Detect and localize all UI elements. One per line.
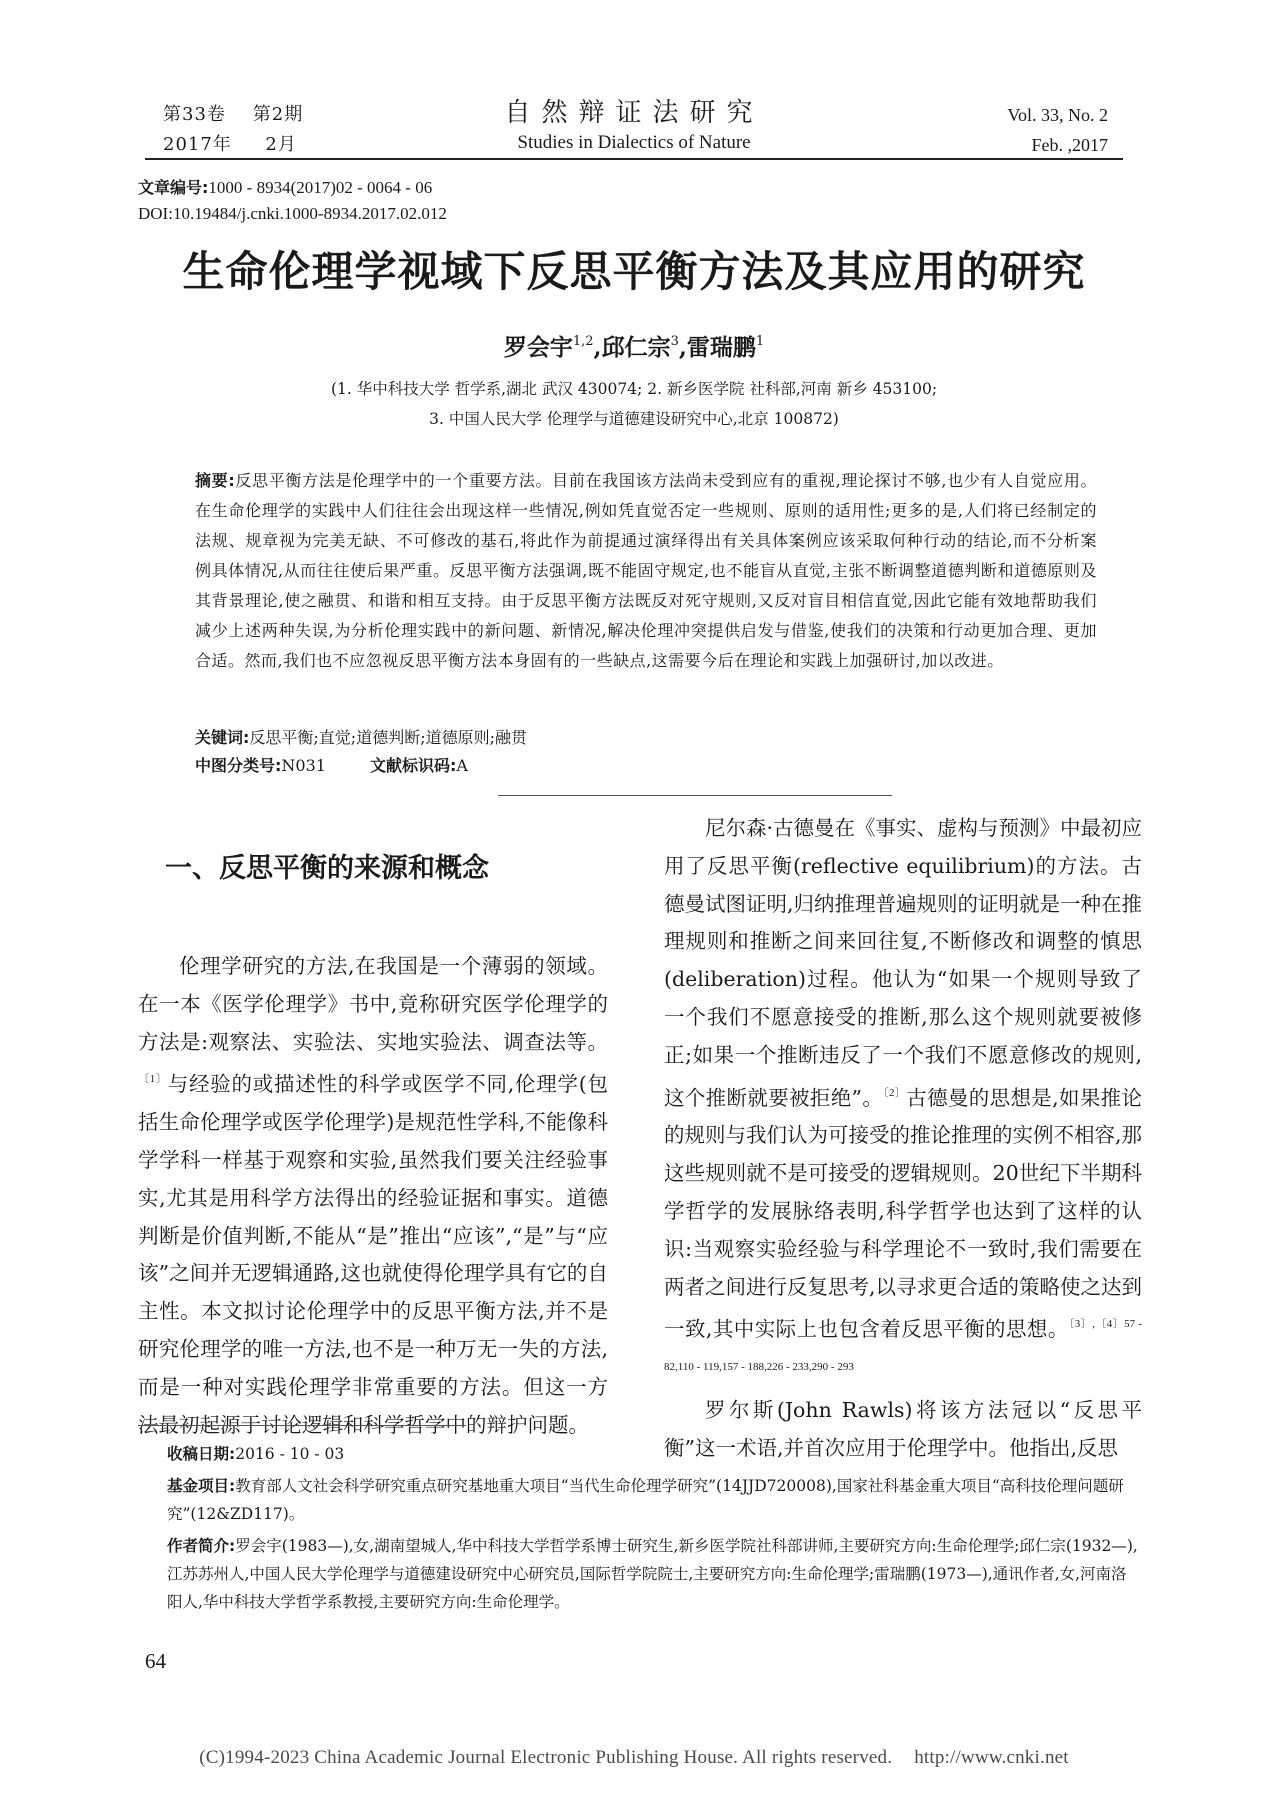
author-affil-mark: 1 bbox=[755, 334, 765, 349]
issue: 第2期 bbox=[252, 104, 304, 125]
author-name: 雷瑞鹏 bbox=[686, 334, 756, 361]
footnotes bbox=[167, 1440, 1142, 1620]
affiliation-line-2: 3. 中国人民大学 伦理学与道德建设研究中心,北京 100872) bbox=[429, 410, 839, 428]
page-number: 64 bbox=[145, 1649, 166, 1673]
date-en: Feb. ,2017 bbox=[1031, 135, 1108, 155]
copyright-text: (C)1994-2023 China Academic Journal Electronic Publishing House. All rights reserved. bbox=[199, 1747, 893, 1768]
volume: 第33卷 bbox=[163, 104, 226, 125]
month: 2月 bbox=[265, 134, 297, 155]
author-name: 邱仁宗 bbox=[601, 334, 671, 361]
citation-ref[interactable]: 〔2〕 bbox=[883, 1086, 907, 1099]
affiliation-line-1: (1. 华中科技大学 哲学系,湖北 武汉 430074; 2. 新乡医学院 社科部,河南 新乡 453100; bbox=[330, 380, 938, 398]
fund-text: 教育部人文社会科学研究重点研究基地重大项目“当代生命伦理学研究”(14JJD720008),国家社科基金重大项目“高科技伦理问题研究”(12&ZD117)。 bbox=[167, 1477, 1124, 1523]
clc-label: 中图分类号: bbox=[195, 756, 282, 775]
received-label: 收稿日期: bbox=[167, 1445, 236, 1463]
author-separator: , bbox=[678, 334, 687, 361]
abstract-label: 摘要: bbox=[195, 471, 236, 490]
author-separator: , bbox=[593, 334, 602, 361]
author-1 bbox=[504, 334, 594, 361]
paper-title: 生命伦理学视域下反思平衡方法及其应用的研究 bbox=[182, 247, 1086, 296]
paragraph-text: 尼尔森·古德曼在《事实、虚构与预测》中最初应用了反思平衡(reflective equilibrium)的方法。古德曼试图证明,归纳推理普遍规则的证明就是一种在推理规则和推断之间来回往复,不断修改和调整的慎思(deliberation)过程。他认为“如果一个规则导致了一个我们不愿意接受的推断,那么这个规则就要被修正;如果一个推断违反了一个我们不愿意修改的规则,这个推断就要被拒绝”。 bbox=[664, 816, 1143, 1110]
article-number-value: 1000 - 8934(2017)02 - 0064 - 06 bbox=[208, 178, 433, 197]
citation-ref[interactable]: 〔1〕 bbox=[138, 1073, 168, 1086]
doc-code-label: 文献标识码: bbox=[369, 756, 457, 775]
abstract-divider bbox=[498, 795, 892, 796]
header-rule bbox=[145, 158, 1123, 160]
article-number-label: 文章编号: bbox=[138, 178, 209, 197]
clc-value: N031 bbox=[281, 756, 326, 775]
footnote-author-bio bbox=[167, 1532, 1142, 1616]
footnote-divider bbox=[138, 1425, 466, 1426]
paragraph-text: 罗尔斯(John Rawls)将该方法冠以“反思平衡”这一术语,并首次应用于伦理学中。他指出,反思 bbox=[664, 1397, 1142, 1460]
journal-title-en: Studies in Dialectics of Nature bbox=[517, 132, 751, 153]
year: 2017年 bbox=[163, 134, 232, 155]
author-list bbox=[0, 326, 1268, 364]
body-column-left bbox=[138, 948, 608, 1444]
fund-label: 基金项目: bbox=[167, 1477, 236, 1495]
abstract-text: 反思平衡方法是伦理学中的一个重要方法。目前在我国该方法尚未受到应有的重视,理论探讨不够,也少有人自觉应用。在生命伦理学的实践中人们往往会出现这样一些情况,例如凭直觉否定一些规则、原则的适用性;更多的是,人们将已经制定的法规、规章视为完美无缺、不可修改的基石,将此作为前提通过演绎得出有关具体案例应该采取何种行动的结论,而不分析案例具体情况,从而往往使后果严重。反思平衡方法强调,既不能固守规定,也不能盲从直觉,主张不断调整道德判断和道德原则及其背景理论,使之融贯、和谐和相互支持。由于反思平衡方法既反对死守规则,又反对盲目相信直觉,因此它能有效地帮助我们减少上述两种失误,为分析伦理实践中的新问题、新情况,解决伦理冲突提供启发与借鉴,使我们的决策和行动更加合理、更加合适。然而,我们也不应忽视反思平衡方法本身固有的一些缺点,这需要今后在理论和实践上加强研讨,加以改进。 bbox=[195, 471, 1097, 670]
citation-ref[interactable]: 〔3〕,〔4〕57 - 82,110 - 119,157 - 188,226 - 233,290 - 293 bbox=[664, 1318, 1142, 1374]
doc-code-value: A bbox=[456, 756, 468, 775]
author-affil-mark: 3 bbox=[670, 334, 679, 349]
paragraph bbox=[138, 948, 608, 1444]
source-url[interactable]: http://www.cnki.net bbox=[914, 1747, 1069, 1768]
bio-text: 罗会宇(1983—),女,湖南望城人,华中科技大学哲学系博士研究生,新乡医学院社科部讲师,主要研究方向:生命伦理学;邱仁宗(1932—),江苏苏州人,中国人民大学伦理学与道德建设研究中心研究员,国际哲学院院士,主要研究方向:生命伦理学;雷瑞鹏(1973—),通讯作者,女,河南洛阳人,华中科技大学哲学系教授,主要研究方向:生命伦理学。 bbox=[167, 1537, 1138, 1611]
copyright-footer bbox=[0, 1747, 1268, 1769]
keywords bbox=[195, 724, 527, 752]
paragraph-text: 与经验的或描述性的科学或医学不同,伦理学(包括生命伦理学或医学伦理学)是规范性学科,不能像科学学科一样基于观察和实验,虽然我们要关注经验事实,尤其是用科学方法得出的经验证据和事实。道德判断是价值判断,不能从“是”推出“应该”,“是”与“应该”之间并无逻辑通路,这也就使得伦理学具有它的自主性。本文拟讨论伦理学中的反思平衡方法,并不是研究伦理学的唯一方法,也不是一种万无一失的方法,而是一种对实践伦理学非常重要的方法。但这一方法最初起源于讨论逻辑和科学哲学中的辩护问题。 bbox=[138, 1072, 608, 1437]
bio-label: 作者简介: bbox=[167, 1537, 236, 1555]
keywords-text: 反思平衡;直觉;道德判断;道德原则;融贯 bbox=[249, 728, 527, 747]
paragraph-text: 古德曼的思想是,如果推论的规则与我们认为可接受的推论推理的实例不相容,那这些规则就不是可接受的逻辑规则。20世纪下半期科学哲学的发展脉络表明,科学哲学也达到了这样的认识:当观察实验经验与科学理论不一致时,我们需要在两者之间进行反复思考,以寻求更合适的策略使之达到一致,其中实际上也包含着反思平衡的思想。 bbox=[664, 1085, 1143, 1342]
author-affil-mark: 1,2 bbox=[572, 334, 594, 349]
author-2 bbox=[602, 334, 679, 361]
journal-title-cn: 自然辩证法研究 bbox=[504, 98, 764, 128]
classification bbox=[195, 752, 468, 780]
keywords-label: 关键词: bbox=[195, 728, 250, 747]
body-column-right bbox=[664, 810, 1142, 1468]
author-name: 罗会宇 bbox=[503, 334, 573, 361]
footnote-received bbox=[167, 1440, 1142, 1468]
running-header-right bbox=[1007, 100, 1108, 160]
volume-issue-en: Vol. 33, No. 2 bbox=[1007, 105, 1108, 125]
received-date: 2016 - 10 - 03 bbox=[235, 1445, 345, 1463]
abstract bbox=[195, 466, 1097, 676]
footnote-fund bbox=[167, 1472, 1142, 1528]
paragraph-text: 伦理学研究的方法,在我国是一个薄弱的领域。在一本《医学伦理学》书中,竟称研究医学伦理学的方法是:观察法、实验法、实地实验法、调查法等。 bbox=[138, 954, 608, 1054]
section-heading: 一、反思平衡的来源和概念 bbox=[165, 853, 489, 884]
article-number bbox=[138, 176, 432, 200]
author-3 bbox=[687, 334, 764, 361]
doi: DOI:10.19484/j.cnki.1000-8934.2017.02.012 bbox=[138, 204, 447, 223]
paragraph bbox=[664, 810, 1142, 1392]
